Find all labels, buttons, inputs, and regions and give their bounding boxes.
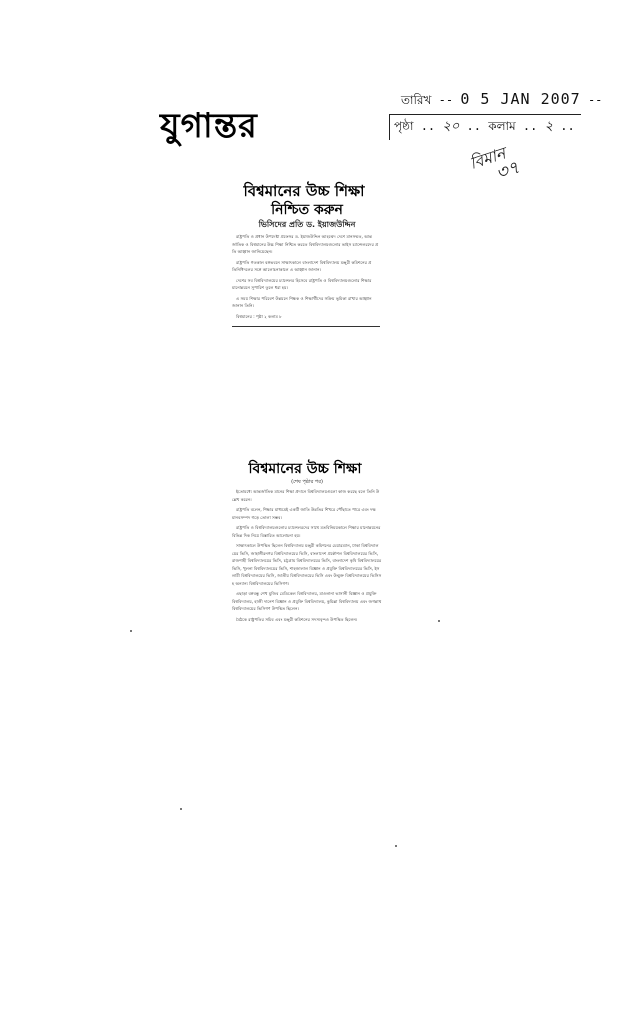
stamp-date: 0 5 JAN 2007	[460, 90, 581, 108]
article1-paragraph: রাষ্ট্রপতি গতকাল বঙ্গভবনে সাক্ষাৎকালে বাংলাদেশ বিশ্ববিদ্যালয় মঞ্জুরী কমিশনের প্রতিনিধিদলের সঙ্গে আলোচনাকালে এ আহ্বান জানান।	[232, 259, 372, 272]
article2-subhead: (শেষ পৃষ্ঠার পর)	[291, 479, 323, 485]
article2-headline: বিশ্বমানের উচ্চ শিক্ষা	[248, 461, 362, 477]
article2-paragraph: সাক্ষাৎকালে উপস্থিত ছিলেন বিশ্ববিদ্যালয় মঞ্জুরী কমিশনের চেয়ারম্যান, ঢাকা বিশ্ববিদ্যালয়ের ভিসি, জাহাঙ্গীরনগর বিশ্ববিদ্যালয়ের ভিসি, বাংলাদেশ প্রকৌশল বিশ্ববিদ্যালয়ের ভিসি, রাজশাহী বিশ্ববিদ্যালয়ের ভিসি, চট্টগ্রাম বিশ্ববিদ্যালয়ের ভিসি, বাংলাদেশ কৃষি বিশ্ববিদ্যালয়ের ভিসি, খুলনা বিশ্ববিদ্যালয়ের ভিসি, শাহজালাল বিজ্ঞান ও প্রযুক্তি বিশ্ববিদ্যালয়ের ভিসি, ইসলামী বিশ্ববিদ্যালয়ের ভিসি, জাতীয় বিশ্ববিদ্যালয়ের ভিসি এবং উন্মুক্ত বিশ্ববিদ্যালয়ের ভিসিসহ অন্যান্য বিশ্ববিদ্যালয়ের ভিসিগণ।	[232, 543, 382, 586]
scan-speck	[395, 845, 397, 847]
stamp-column-label: কলাম	[488, 119, 516, 133]
article-clipping-continuation	[232, 460, 382, 626]
article2-paragraph: এছাড়া বঙ্গবন্ধু শেখ মুজিব মেডিকেল বিশ্ববিদ্যালয়, মাওলানা ভাসানী বিজ্ঞান ও প্রযুক্তি বিশ্ববিদ্যালয়, হাজী দানেশ বিজ্ঞান ও প্রযুক্তি বিশ্ববিদ্যালয়, কুমিল্লা বিশ্ববিদ্যালয় এবং জগন্নাথ বিশ্ববিদ্যালয়ের ভিসিগণ উপস্থিত ছিলেন।	[232, 591, 382, 611]
article1-paragraph: এ সময় শিক্ষার পরিবেশ উন্নয়নে শিক্ষক ও শিক্ষার্থীদের সক্রিয় ভূমিকা রাখার আহ্বান জানান তিনি।	[232, 295, 372, 308]
handwritten-note-line1: বিমান	[467, 143, 508, 174]
stamp-page: ২০	[442, 119, 460, 134]
scan-speck	[438, 620, 440, 622]
article1-continuation: বিশ্বমানের : পৃষ্ঠা ২ কলাম ৮	[236, 313, 282, 319]
newspaper-masthead: যুগান্তর	[160, 106, 258, 146]
article1-headline-line2: নিশ্চিত করুন	[271, 202, 343, 218]
article1-headline-line1: বিশ্বমানের উচ্চ শিক্ষা	[243, 182, 365, 200]
clipping-divider	[232, 326, 380, 327]
article2-paragraph: ইতোমধ্যে আন্তর্জাতিক মানের শিক্ষা প্রদানে বিশ্ববিদ্যালয়গুলো কাজ করছে বলে তিনি উল্লেখ করেন।	[232, 489, 380, 502]
article1-paragraph: দেশের সব বিশ্ববিদ্যালয়ের চ্যান্সেলর হিসেবে রাষ্ট্রপতি ও বিশ্ববিদ্যালয়গুলোর শিক্ষার মানোন্নয়নে সুপারিশ তুলে ধরা হয়।	[232, 277, 372, 290]
article1-subhead: ভিসিদের প্রতি ড. ইয়াজউদ্দিন	[258, 220, 356, 229]
archive-stamp	[387, 88, 603, 140]
article1-paragraph: রাষ্ট্রপতি ও প্রধান উপদেষ্টা প্রফেসর ড. ইয়াজউদ্দিন আহম্মেদ দেশে মানসম্মত, আন্তর্জাতিক ও বিশ্বমানের উচ্চ শিক্ষা নিশ্চিত করতে বিশ্ববিদ্যালয়গুলোর ভাইস চ্যান্সেলরদের প্রতি আহ্বান জানিয়েছেন।	[232, 234, 379, 254]
scan-speck	[180, 808, 182, 810]
stamp-column: ২	[544, 119, 554, 134]
handwritten-note	[468, 142, 522, 190]
stamp-page-row: পৃষ্ঠা .. ২০ .. কলাম .. ২ ..	[389, 114, 581, 140]
handwritten-note-line2: ৩৭	[493, 157, 523, 185]
scan-speck	[130, 630, 132, 632]
stamp-page-label: পৃষ্ঠা	[394, 119, 414, 133]
stamp-date-label: তারিখ	[401, 93, 432, 107]
stamp-date-row: তারিখ -- 0 5 JAN 2007 --	[401, 90, 603, 108]
article2-paragraph: বৈঠকে রাষ্ট্রপতির সচিব এবং মঞ্জুরী কমিশনের সদস্যবৃন্দও উপস্থিত ছিলেন।	[236, 616, 358, 622]
article2-paragraph: রাষ্ট্রপতি ও বিশ্ববিদ্যালয়গুলোর চ্যান্সেলরদের সাথে মতবিনিময়কালে শিক্ষার মানোন্নয়নের বিভিন্ন দিক নিয়ে বিস্তারিত আলোচনা হয়।	[232, 525, 381, 538]
article-clipping-front	[232, 182, 382, 335]
article2-paragraph: রাষ্ট্রপতি বলেন, শিক্ষার মাধ্যমেই একটি জাতি উন্নতির শিখরে পৌঁছাতে পারে এবং দক্ষ মানবসম্পদ গড়ে তোলা সম্ভব।	[232, 507, 376, 520]
